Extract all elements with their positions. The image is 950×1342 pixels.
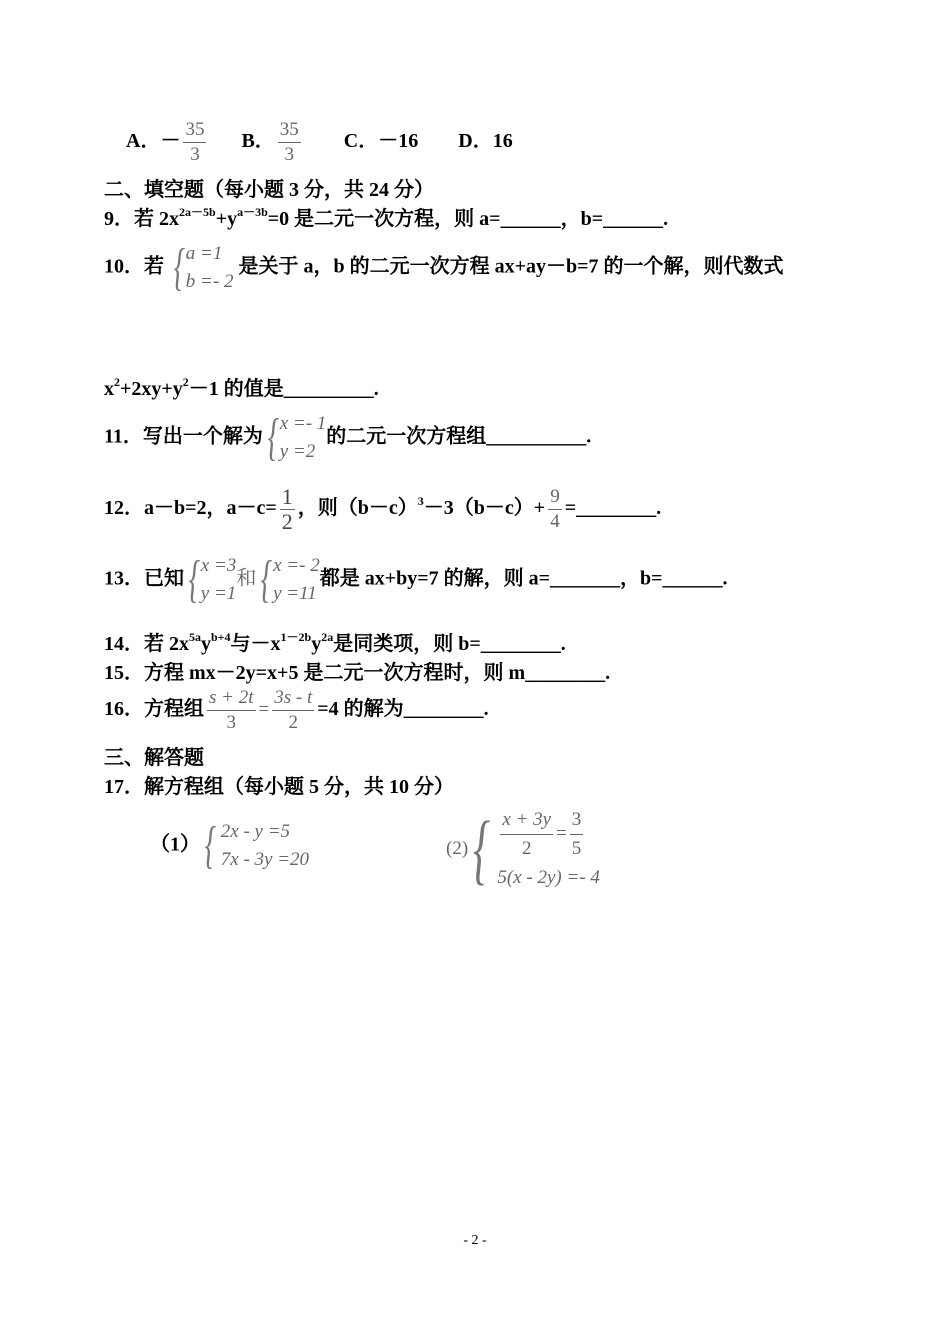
- q13-and: 和: [236, 567, 257, 590]
- q17-part-1-system: { 2x - y =5 7x - 3y =20: [204, 817, 310, 874]
- q12-fraction-1: [280, 485, 295, 534]
- option-a-denominator: 3: [190, 144, 200, 165]
- question-11: [104, 410, 591, 466]
- question-9: [104, 202, 668, 231]
- q17-p2-equals: =: [556, 823, 567, 845]
- q12-f1-numerator: 1: [281, 484, 293, 509]
- option-b-denominator: 3: [284, 144, 295, 165]
- section3-title: 三、解答题: [104, 747, 204, 769]
- q17-p2-f-denominator: 2: [521, 838, 532, 860]
- q11-row-2: y =2: [279, 441, 316, 462]
- q17-part-2-system: { $\frac{x + 3y}{2}$ = $\frac{3}{5}$ 5(x - 2y) =- 4: [473, 805, 600, 892]
- q9-text-3: =0 是二元一次方程，则 a=______，b=______.: [267, 208, 669, 230]
- q9-text-2: +y: [215, 208, 238, 230]
- q10-l2-sup-1: 2: [114, 375, 120, 389]
- q13-s2-row-1: x =- 2: [273, 555, 320, 576]
- question-13: [104, 552, 728, 608]
- q14-text-4: y: [311, 633, 322, 655]
- q14-text-2: y: [201, 633, 211, 655]
- option-b-fraction: [278, 118, 301, 167]
- option-b-label: B．: [241, 130, 275, 153]
- q17-p2-g-denominator: 5: [571, 838, 582, 860]
- q17-p2-fraction-1: [500, 806, 553, 863]
- q12-text-3: －3（b－c）+: [423, 497, 546, 520]
- option-a-numerator: 35: [185, 119, 205, 140]
- option-d-label: D．16: [458, 130, 513, 153]
- q16-fraction-1: [207, 686, 256, 735]
- option-a-fraction: [183, 118, 206, 167]
- options-row: [126, 118, 513, 167]
- q12-f1-denominator: 2: [281, 509, 293, 534]
- option-b-numerator: 35: [279, 119, 299, 140]
- q16-f2-numerator: 3s - t: [274, 687, 313, 708]
- q10-text-1: 10．若: [104, 255, 164, 278]
- q12-text-1: 12．a－b=2，a－c=: [104, 497, 277, 520]
- q9-sup-1: 2a－5b: [179, 205, 216, 219]
- q14-text-1: 14．若 2x: [104, 633, 189, 655]
- q16-f1-denominator: 3: [226, 712, 236, 733]
- q16-f1-numerator: s + 2t: [209, 687, 254, 708]
- q12-text-4: =________.: [564, 497, 662, 520]
- q10-l2-text-a: x: [104, 378, 114, 400]
- option-c-label: C．－16: [343, 130, 419, 153]
- q13-s1-row-1: x =3: [200, 555, 237, 576]
- q10-row-2: b =- 2: [185, 271, 234, 292]
- q14-sup-3: 1－2b: [280, 630, 312, 644]
- q14-text-3: 与－x: [230, 633, 281, 655]
- question-12: [104, 485, 661, 534]
- q11-text-1: 11．写出一个解为: [104, 425, 263, 448]
- q17-part-1-label: （1）: [150, 833, 200, 856]
- q16-fraction-2: [272, 686, 314, 735]
- question-10-line2: [104, 372, 379, 401]
- q10-l2-sup-2: 2: [182, 375, 189, 389]
- question-17-title: 17．解方程组（每小题 5 分，共 10 分）: [104, 776, 454, 798]
- q16-text-1: 16．方程组: [104, 698, 204, 721]
- q13-text-1: 13．已知: [104, 567, 184, 590]
- q11-text-2: 的二元一次方程组__________.: [326, 425, 592, 448]
- q9-sup-2: a－3b: [237, 205, 268, 219]
- question-14: [104, 627, 566, 656]
- q13-s1-row-2: y =1: [200, 583, 237, 604]
- option-a-label: A．－: [126, 130, 181, 153]
- q10-row-1: a =1: [185, 243, 223, 264]
- q16-f2-denominator: 2: [288, 712, 298, 733]
- q17-part-1: [150, 818, 309, 874]
- q9-text-1: 9．若 2x: [104, 208, 179, 230]
- q17-p2-g-numerator: 3: [571, 809, 582, 831]
- q14-sup-1: 5a: [189, 630, 201, 644]
- q12-f2-denominator: 4: [550, 511, 560, 532]
- q13-text-2: 都是 ax+by=7 的解，则 a=_______，b=______.: [319, 567, 728, 590]
- q12-fraction-2: [548, 485, 562, 534]
- q17-p1-row-1: 2x - y =5: [220, 821, 291, 842]
- q13-s2-row-2: y =11: [273, 583, 317, 604]
- q12-sup: 3: [417, 494, 424, 509]
- section2-title: 二、填空题（每小题 3 分，共 24 分）: [104, 179, 434, 201]
- q10-text-2: 是关于 a，b 的二元一次方程 ax+ay－b=7 的一个解，则代数式: [238, 255, 784, 278]
- q13-system-2: { x =- 2 y =11: [260, 551, 320, 608]
- q12-text-2: ，则（b－c）: [297, 497, 418, 520]
- q10-system: { a =1 b =- 2: [173, 239, 234, 296]
- q17-p2-row-2: 5(x - 2y) =- 4: [497, 866, 600, 888]
- question-15: 15．方程 mx－2y=x+5 是二元一次方程时，则 m________.: [104, 662, 611, 684]
- q16-text-2: =4 的解为________.: [317, 698, 489, 721]
- q12-f2-numerator: 9: [550, 486, 560, 507]
- q11-row-1: x =- 1: [279, 413, 327, 434]
- q11-system: { x =- 1 y =2: [267, 409, 327, 466]
- question-16: [104, 686, 489, 735]
- q14-sup-2: b+4: [211, 630, 231, 644]
- q14-sup-4: 2a: [321, 630, 334, 644]
- q14-text-5: 是同类项，则 b=________.: [333, 633, 566, 655]
- q17-part-2: [446, 806, 600, 892]
- q17-p2-fraction-2: [570, 806, 584, 863]
- q10-l2-text-c: －1 的值是_________.: [188, 378, 379, 400]
- q10-l2-text-b: +2xy+y: [120, 378, 183, 400]
- question-10: [104, 240, 784, 296]
- page-number: - 2 -: [463, 1233, 487, 1248]
- q17-part-2-label: (2): [446, 838, 469, 859]
- q13-system-1: { x =3 y =1: [188, 551, 237, 608]
- q17-p1-row-2: 7x - 3y =20: [220, 849, 310, 870]
- q16-equals: =: [258, 699, 270, 721]
- q17-p2-f-numerator: x + 3y: [502, 809, 552, 831]
